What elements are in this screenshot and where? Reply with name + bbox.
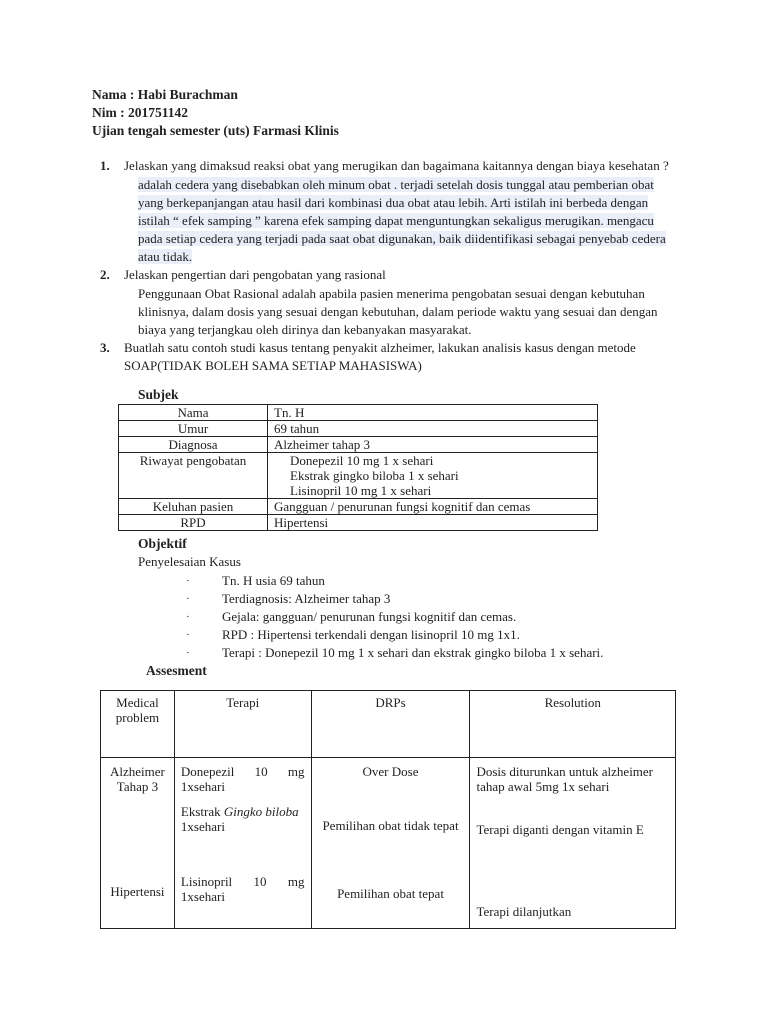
terapi-lisinopril: Lisinopril 10 mg 1xsehari <box>180 874 305 904</box>
subjek-value-line: 69 tahun <box>274 421 320 436</box>
answer-1-text: adalah cedera yang disebabkan oleh minum obat . terjadi setelah dosis tunggal atau pemberian obat yang berkepanjangan atau hasil dari kombinasi dua obat atau lebih. Arti istilah ini berbeda dengan istilah “ efek samping ” karena efek samping dapat menguntungkan sekaligus merugikan. mengacu pada setiap cedera yang terjadi pada saat obat digunakan, baik diidentifikasi sebagai penyebab cedera atau tidak. <box>138 177 666 264</box>
question-list <box>100 157 680 375</box>
drps-cell <box>311 758 470 929</box>
problem-hipertensi: Hipertensi <box>110 884 165 899</box>
question-text: Jelaskan pengertian dari pengobatan yang rasional <box>124 267 386 282</box>
objektif-list <box>186 572 603 662</box>
question-number: 3. <box>100 340 110 355</box>
subjek-table <box>118 404 598 531</box>
header-block <box>92 86 339 140</box>
question-number: 2. <box>100 267 110 282</box>
subjek-value <box>268 499 598 515</box>
problem-alzheimer: Alzheimer Tahap 3 <box>110 764 165 794</box>
subjek-value <box>268 453 598 499</box>
subjek-key: Nama <box>119 405 268 421</box>
header-medical-problem: Medical problem <box>101 691 175 758</box>
subjek-value-line: Gangguan / penurunan fungsi kognitif dan cemas <box>274 499 531 514</box>
subjek-row <box>119 453 598 499</box>
subjek-value <box>268 421 598 437</box>
terapi-gingko <box>181 804 305 834</box>
student-name: Nama : Habi Burachman <box>92 87 238 102</box>
subjek-value-line: Alzheimer tahap 3 <box>274 437 371 452</box>
subjek-value <box>268 405 598 421</box>
objektif-heading: Objektif <box>138 536 187 551</box>
objektif-item <box>186 644 603 662</box>
objektif-item-text: Gejala: gangguan/ penurunan fungsi kognitif dan cemas. <box>222 609 517 624</box>
resolution-dosis: Dosis diturunkan untuk alzheimer tahap awal 5mg 1x sehari <box>476 764 654 794</box>
subjek-row <box>119 515 598 531</box>
subjek-key: Keluhan pasien <box>119 499 268 515</box>
subjek-value <box>268 515 598 531</box>
resolution-lanjut: Terapi dilanjutkan <box>476 904 572 919</box>
objektif-item <box>186 590 603 608</box>
objektif-item-text: RPD : Hipertensi terkendali dengan lisinopril 10 mg 1x1. <box>222 627 520 642</box>
bullet-icon: · <box>186 575 190 587</box>
answer-text <box>138 176 680 266</box>
question-number: 1. <box>100 158 110 173</box>
bullet-icon: · <box>186 647 190 659</box>
question-text: Buatlah satu contoh studi kasus tentang penyakit alzheimer, lakukan analisis kasus dengan metode SOAP(TIDAK BOLEH SAMA SETIAP MAHASISWA) <box>124 340 636 373</box>
objektif-item <box>186 572 603 590</box>
objektif-item-text: Tn. H usia 69 tahun <box>222 573 325 588</box>
subjek-key: Diagnosa <box>119 437 268 453</box>
resolution-cell <box>470 758 676 929</box>
subjek-heading: Subjek <box>138 387 179 402</box>
objektif-item-text: Terapi : Donepezil 10 mg 1 x sehari dan ekstrak gingko biloba 1 x sehari. <box>222 645 604 660</box>
bullet-icon: · <box>186 629 190 641</box>
drp-pemilihan-tidak-tepat: Pemilihan obat tidak tepat <box>322 818 459 833</box>
header-terapi: Terapi <box>174 691 311 758</box>
header-resolution: Resolution <box>470 691 676 758</box>
question-1 <box>100 157 680 266</box>
medical-problem-cell <box>101 758 175 929</box>
gingko-italic: Gingko biloba <box>223 804 299 819</box>
drp-over-dose: Over Dose <box>362 764 419 779</box>
assesment-body-row <box>101 758 676 929</box>
subjek-row <box>119 499 598 515</box>
subjek-value-line: Lisinopril 10 mg 1 x sehari <box>290 483 432 498</box>
bullet-icon: · <box>186 593 190 605</box>
student-nim: Nim : 201751142 <box>92 105 188 120</box>
terapi-donepezil: Donepezil 10 mg 1xsehari <box>180 764 305 794</box>
subjek-value <box>268 437 598 453</box>
subjek-row <box>119 421 598 437</box>
question-3 <box>100 339 680 375</box>
gingko-suffix: 1xsehari <box>180 819 225 834</box>
assesment-table <box>100 690 676 929</box>
objektif-item <box>186 626 603 644</box>
resolution-vitamin-e: Terapi diganti dengan vitamin E <box>476 822 644 837</box>
subjek-value-line: Tn. H <box>274 405 305 420</box>
subjek-key: RPD <box>119 515 268 531</box>
gingko-prefix: Ekstrak <box>180 804 224 819</box>
subjek-value-line: Donepezil 10 mg 1 x sehari <box>290 453 434 468</box>
subjek-row <box>119 437 598 453</box>
exam-title: Ujian tengah semester (uts) Farmasi Klinis <box>92 123 339 138</box>
terapi-cell <box>174 758 311 929</box>
assesment-header-row <box>101 691 676 758</box>
question-text: Jelaskan yang dimaksud reaksi obat yang merugikan dan bagaimana kaitannya dengan biaya kesehatan ? <box>124 158 669 173</box>
header-drps: DRPs <box>311 691 470 758</box>
subjek-key: Umur <box>119 421 268 437</box>
objektif-item-text: Terdiagnosis: Alzheimer tahap 3 <box>222 591 391 606</box>
objektif-item <box>186 608 603 626</box>
question-2 <box>100 266 680 339</box>
subjek-value-line: Hipertensi <box>274 515 329 530</box>
answer-2-text: Penggunaan Obat Rasional adalah apabila pasien menerima pengobatan sesuai dengan kebutuhan klinisnya, dalam dosis yang sesuai dengan kebutuhan, dalam periode waktu yang sesuai dan dengan biaya yang terjangkau oleh dirinya dan kebanyakan masyarakat. <box>138 286 658 337</box>
subjek-key: Riwayat pengobatan <box>119 453 268 499</box>
bullet-icon: · <box>186 611 190 623</box>
penyelesaian-kasus-label: Penyelesaian Kasus <box>138 554 241 569</box>
drp-pemilihan-tepat: Pemilihan obat tepat <box>337 886 444 901</box>
subjek-row <box>119 405 598 421</box>
assesment-heading: Assesment <box>146 663 207 678</box>
subjek-value-line: Ekstrak gingko biloba 1 x sehari <box>290 468 459 483</box>
